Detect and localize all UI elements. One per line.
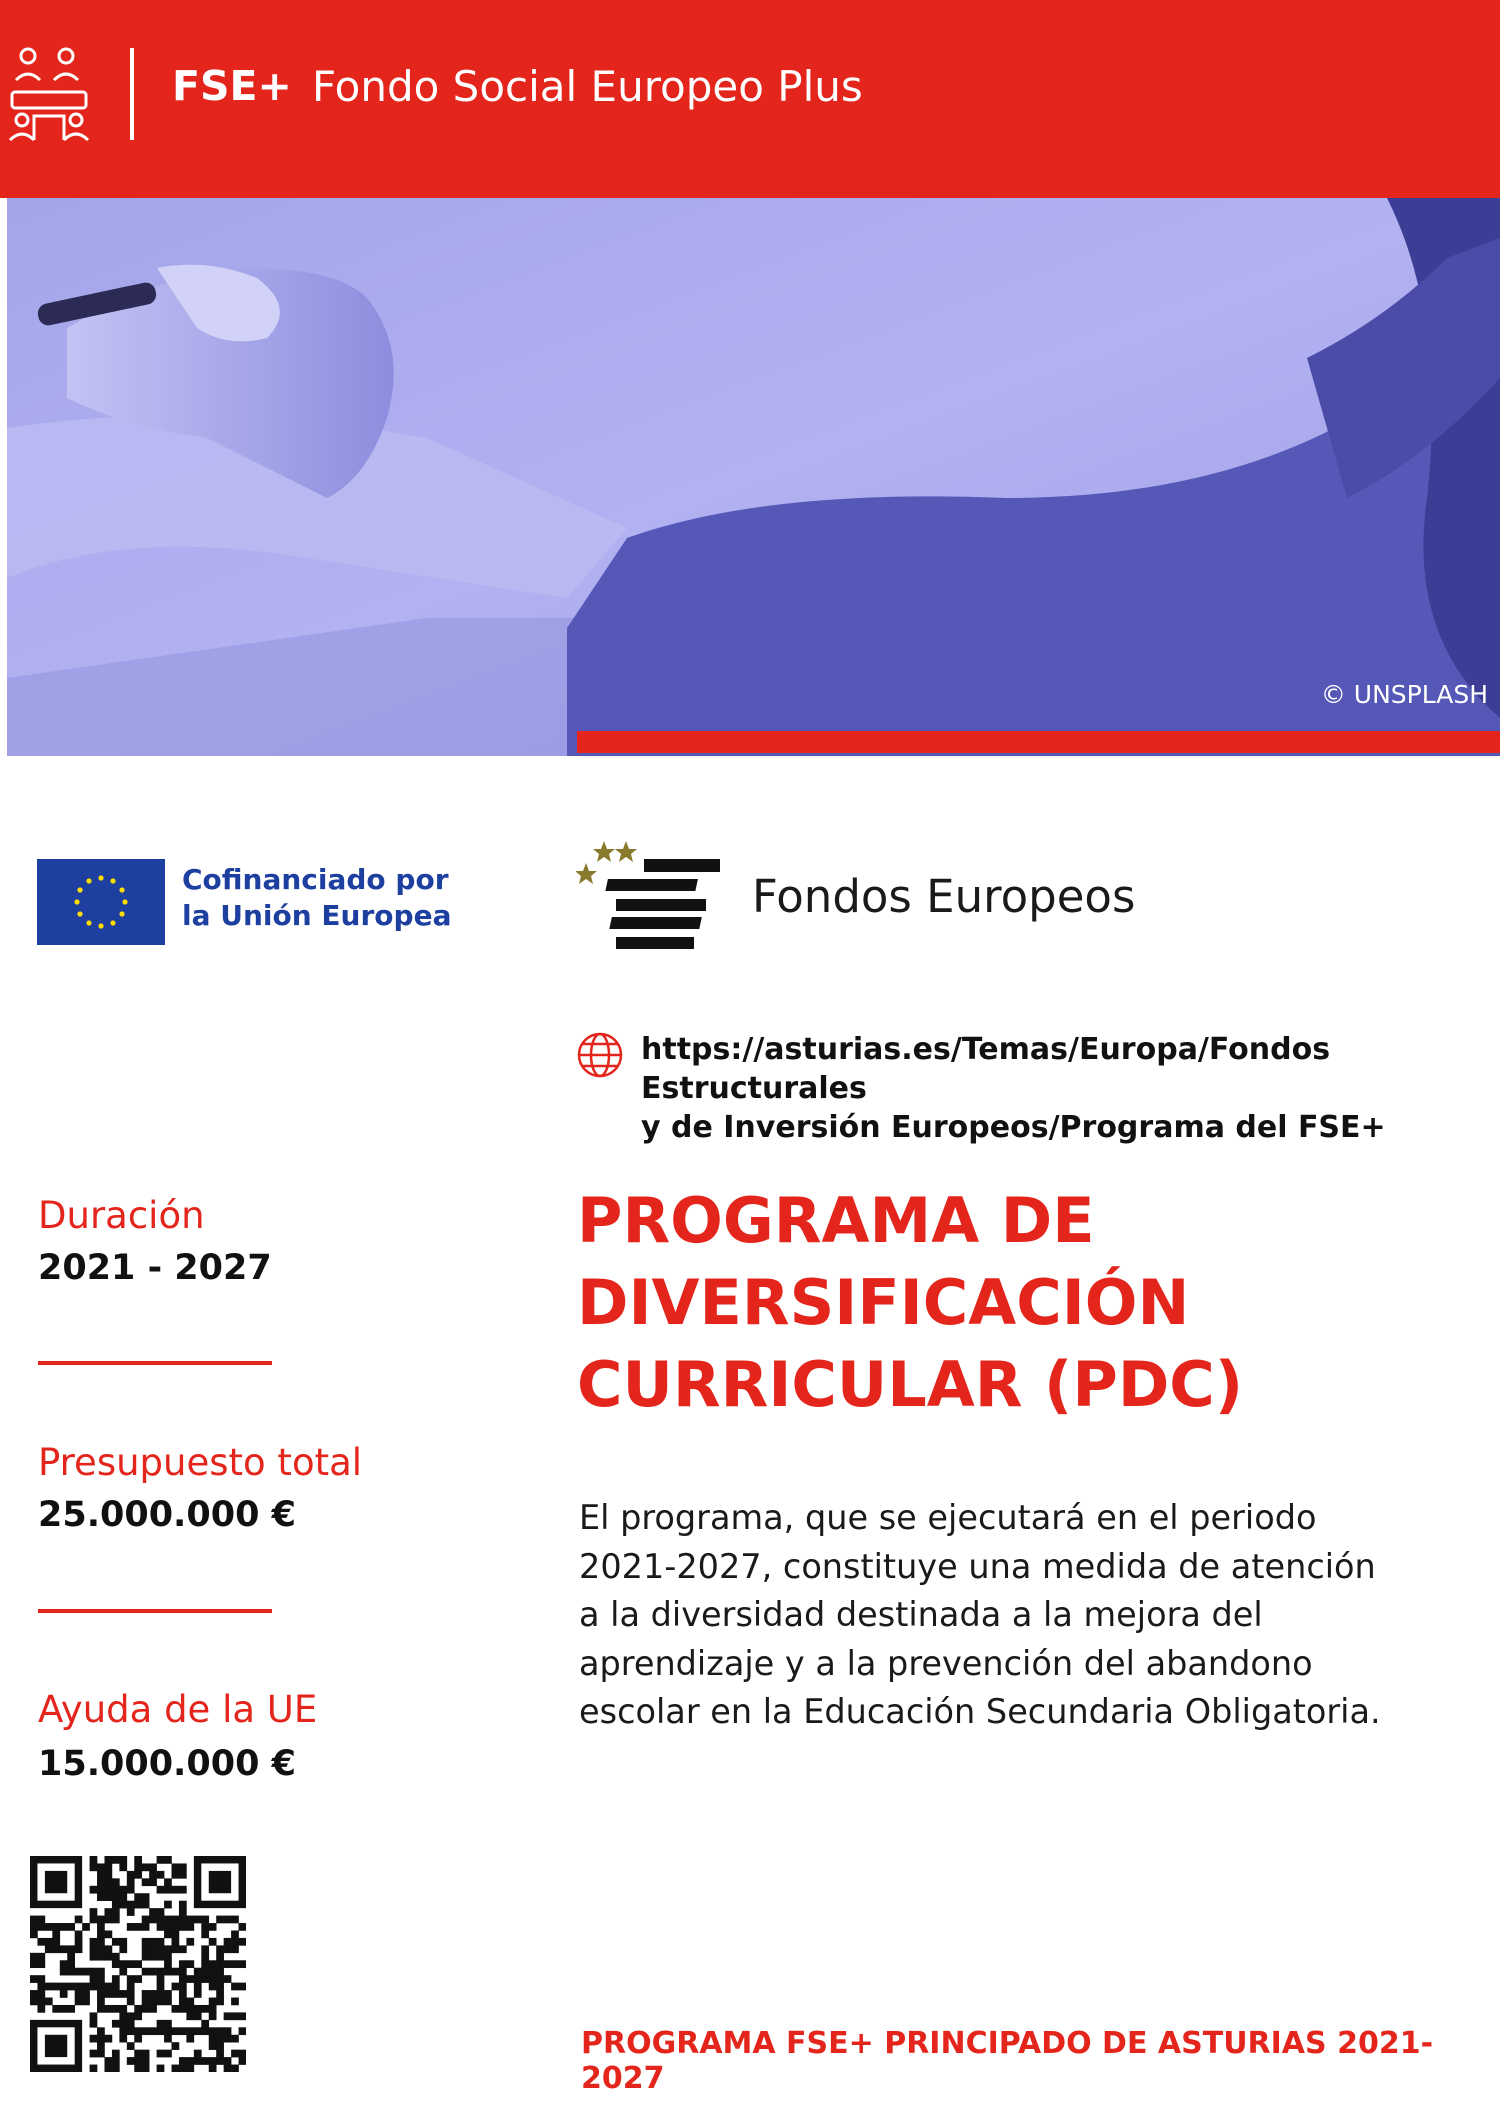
description-line: El programa, que se ejecutará en el periodo — [579, 1498, 1317, 1537]
header-abbreviation: FSE+ — [172, 62, 292, 110]
program-url-link[interactable] — [641, 1030, 1496, 1147]
budget-value: 25.000.000 € — [38, 1495, 296, 1535]
eu-flag-icon — [37, 859, 165, 945]
qr-code-icon[interactable] — [30, 1856, 246, 2072]
program-title — [577, 1180, 1477, 1426]
eu-aid-value: 15.000.000 € — [38, 1744, 296, 1784]
title-line: PROGRAMA DE — [577, 1184, 1095, 1257]
program-description — [579, 1494, 1479, 1737]
photo-credit: © UNSPLASH — [1320, 680, 1488, 709]
header-title: Fondo Social Europeo Plus — [312, 62, 863, 111]
title-line: DIVERSIFICACIÓN — [577, 1266, 1190, 1339]
duration-label: Duración — [38, 1194, 205, 1237]
header-banner — [0, 0, 1500, 198]
description-line: escolar en la Educación Secundaria Obligatoria. — [579, 1692, 1381, 1731]
description-line: aprendizaje y a la prevención del abandono — [579, 1643, 1313, 1683]
footer-program-text: PROGRAMA FSE+ PRINCIPADO DE ASTURIAS 2021-2027 — [581, 2026, 1434, 2096]
budget-label: Presupuesto total — [38, 1441, 363, 1484]
fondos-europeos-logo-icon — [576, 841, 736, 953]
duration-value: 2021 - 2027 — [38, 1248, 272, 1288]
title-line: CURRICULAR (PDC) — [577, 1348, 1244, 1421]
divider-rule — [38, 1361, 272, 1365]
hero-accent-bar — [577, 731, 1500, 753]
url-line1: https://asturias.es/Temas/Europa/Fondos Estructurales — [641, 1032, 1331, 1106]
eu-text-line1: Cofinanciado por — [182, 863, 449, 896]
fse-people-icon — [6, 44, 96, 144]
globe-icon — [576, 1031, 624, 1079]
eu-cofinanced-text — [182, 862, 451, 934]
description-line: a la diversidad destinada a la mejora del — [579, 1595, 1263, 1634]
header-divider — [130, 48, 134, 140]
description-line: 2021-2027, constituye una medida de atención — [579, 1546, 1376, 1586]
eu-aid-label: Ayuda de la UE — [38, 1688, 318, 1731]
divider-rule — [38, 1609, 272, 1613]
url-line2: y de Inversión Europeos/Programa del FSE+ — [641, 1110, 1386, 1145]
hero-photo — [7, 198, 1500, 756]
fondos-europeos-text: Fondos Europeos — [752, 870, 1136, 923]
eu-text-line2: la Unión Europea — [182, 899, 452, 932]
